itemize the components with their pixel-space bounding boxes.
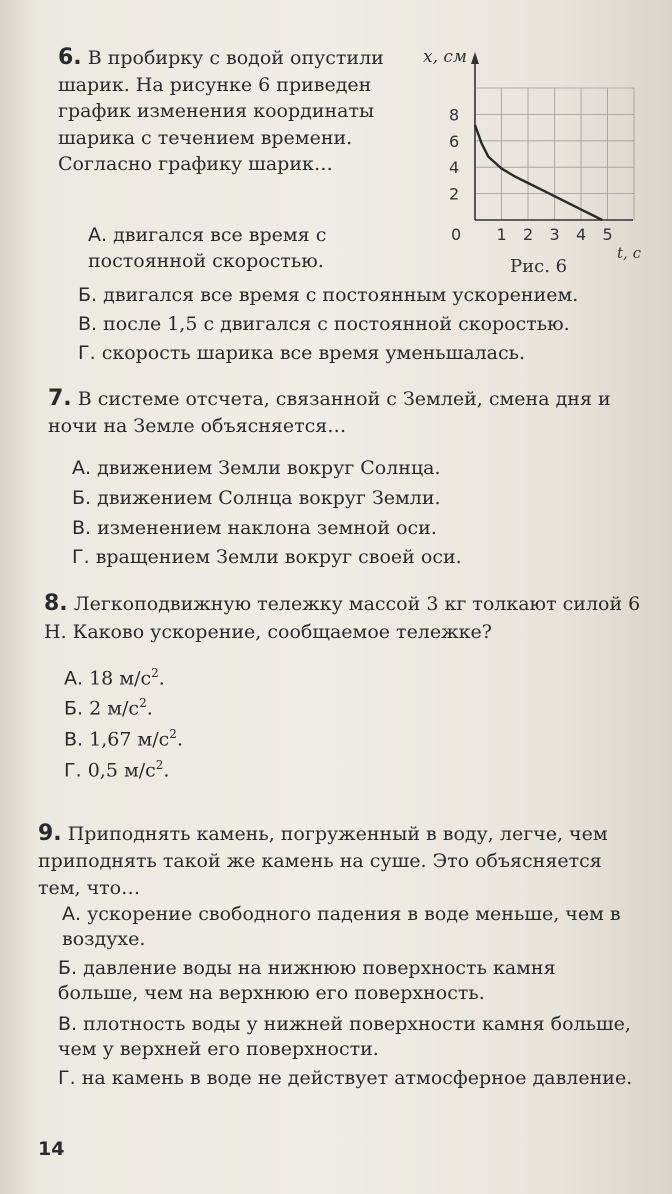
figure-6-graph bbox=[415, 40, 665, 280]
q6-option-b: Б. двигался все время с постоянным ускорением. bbox=[78, 284, 579, 306]
question-8-stem bbox=[44, 590, 650, 646]
q7-option-c: В. изменением наклона земной оси. bbox=[72, 517, 437, 539]
x-tick-label: 3 bbox=[549, 225, 560, 244]
y-tick-label: 4 bbox=[449, 158, 460, 178]
q7-option-d: Г. вращением Земли вокруг своей оси. bbox=[72, 546, 462, 568]
y-tick-label: 2 bbox=[449, 184, 460, 204]
q7-option-a: А. движением Земли вокруг Солнца. bbox=[72, 457, 441, 479]
y-axis-arrow bbox=[471, 52, 479, 64]
q6-option-a: А. двигался все время с постоянной скоростью. bbox=[88, 224, 327, 272]
question-text: В пробирку с водой опустили шарик. На рисунке 6 приведен график изменения координаты шарика с течением времени. Согласно графику шарик… bbox=[58, 47, 384, 175]
question-number: 9. bbox=[38, 821, 62, 846]
question-number: 7. bbox=[48, 386, 72, 411]
q9-option-d: Г. на камень в воде не действует атмосферное давление. bbox=[58, 1067, 633, 1089]
q6-option-d: Г. скорость шарика все время уменьшалась. bbox=[78, 342, 525, 364]
y-tick-label: 8 bbox=[449, 105, 460, 125]
question-number: 6. bbox=[58, 45, 82, 70]
x-axis-label: t, c bbox=[617, 244, 641, 262]
question-7-stem bbox=[48, 385, 648, 440]
x-tick-label: 0 bbox=[451, 225, 462, 244]
question-text: Легкоподвижную тележку массой 3 кг толкают силой 6 Н. Каково ускорение, сообщаемое тележке? bbox=[44, 593, 641, 643]
x-tick-label: 1 bbox=[496, 225, 507, 244]
coordinate-curve bbox=[475, 125, 602, 220]
q9-option-a: А. ускорение свободного падения в воде меньше, чем в воздухе. bbox=[62, 903, 621, 950]
question-number: 8. bbox=[44, 591, 68, 616]
x-tick-label: 4 bbox=[576, 225, 587, 244]
q8-option-d: Г. 0,5 $м/с^2$. bbox=[64, 758, 170, 782]
question-9-stem bbox=[38, 820, 638, 902]
x-tick-label: 2 bbox=[523, 225, 534, 244]
y-axis-label: x, см bbox=[423, 47, 468, 67]
q8-option-c: В. 1,67 $м/с^2$. bbox=[64, 727, 183, 751]
q9-option-b: Б. давление воды на нижнюю поверхность камня больше, чем на верхнюю его поверхность. bbox=[58, 957, 556, 1004]
figure-caption: Рис. 6 bbox=[510, 256, 568, 277]
q8-option-b: Б. 2 $м/с^2$. bbox=[64, 696, 153, 720]
y-tick-label: 6 bbox=[449, 131, 460, 151]
question-6-stem bbox=[58, 45, 418, 178]
question-text: В системе отсчета, связанной с Землей, смена дня и ночи на Земле объясняется… bbox=[48, 388, 611, 437]
question-text: Приподнять камень, погруженный в воду, легче, чем приподнять такой же камень на суше. Это объясняется тем, что… bbox=[38, 823, 608, 899]
q6-option-c: В. после 1,5 с двигался с постоянной скоростью. bbox=[78, 313, 570, 335]
q7-option-b: Б. движением Солнца вокруг Земли. bbox=[72, 487, 441, 509]
q9-option-c: В. плотность воды у нижней поверхности камня больше, чем у верхней его поверхности. bbox=[58, 1013, 631, 1060]
q8-option-a: А. 18 $м/с^2$. bbox=[64, 666, 165, 690]
x-tick-label: 5 bbox=[602, 225, 613, 244]
page-number: 14 bbox=[38, 1138, 65, 1160]
